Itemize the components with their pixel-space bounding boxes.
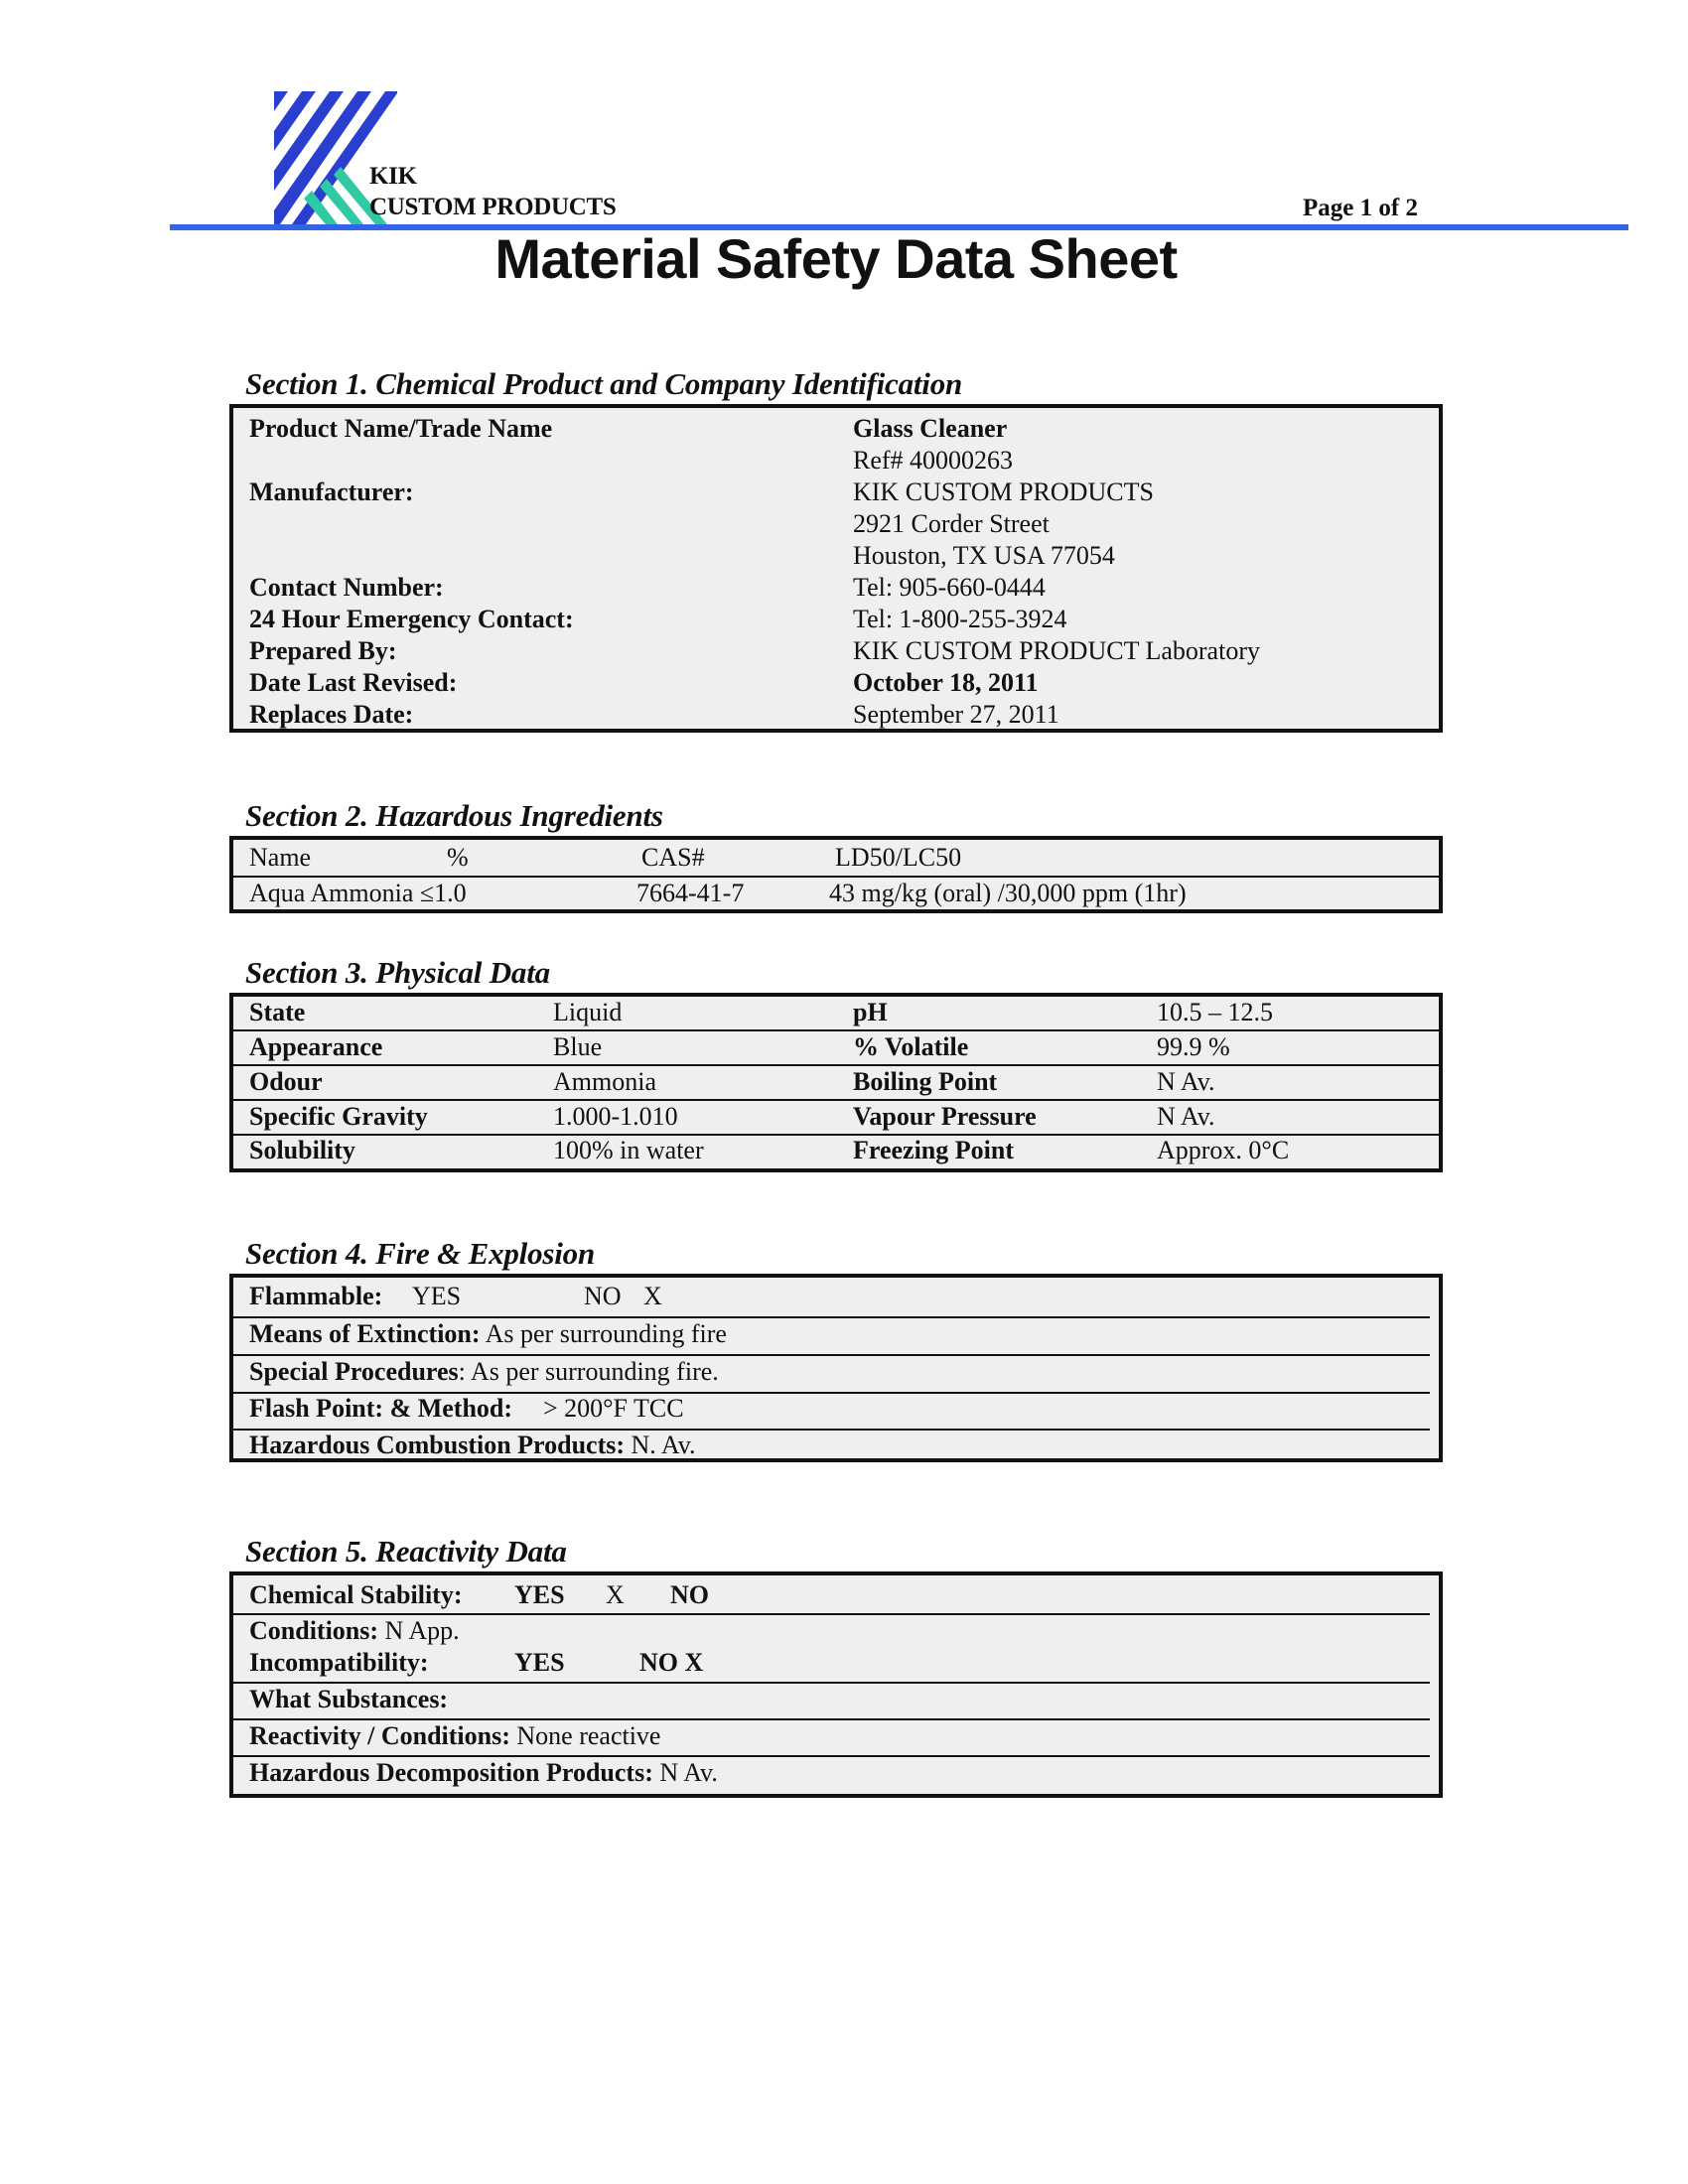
section-3-box [229,993,1443,1172]
incompatibility-no: NO X [639,1648,704,1677]
flash-value: > 200°F TCC [543,1394,684,1423]
physical-label-gravity: Specific Gravity [249,1102,428,1131]
prepared-by: KIK CUSTOM PRODUCT Laboratory [853,636,1260,665]
physical-label-solubility: Solubility [249,1136,355,1164]
ingredient-cas: 7664-41-7 [636,879,745,907]
combustion-label: Hazardous Combustion Products: [249,1431,626,1459]
physical-label-freezing: Freezing Point [853,1136,1014,1164]
section-2-box [229,836,1443,913]
physical-label-appearance: Appearance [249,1032,383,1061]
physical-value-solubility: 100% in water [553,1136,704,1164]
reactivity-row [249,1720,660,1752]
document-title [0,226,1688,291]
stability-mark: X [606,1580,625,1609]
physical-label-volatile: % Volatile [853,1032,969,1061]
conditions-value: N App. [384,1616,460,1645]
special-label: Special Procedures [249,1357,459,1386]
physical-value-state: Liquid [553,998,623,1026]
flammable-no-mark: X [643,1282,662,1310]
physical-label-odour: Odour [249,1067,323,1096]
extinction-row [249,1318,727,1350]
decomposition-label: Hazardous Decomposition Products: [249,1758,653,1787]
flammable-label: Flammable: [249,1282,383,1310]
physical-value-vapour: N Av. [1157,1102,1215,1131]
physical-value-appearance: Blue [553,1032,603,1061]
replaces-date: September 27, 2011 [853,700,1059,729]
incompatibility-label: Incompatibility: [249,1648,429,1677]
combustion-row [249,1430,696,1461]
special-row [249,1356,719,1388]
label-replaces-date: Replaces Date: [249,700,414,729]
extinction-label: Means of Extinction: [249,1319,481,1348]
decomposition-row [249,1757,718,1789]
decomposition-value: N Av. [659,1758,718,1787]
ingredient-ld50: 43 mg/kg (oral) /30,000 ppm (1hr) [829,879,1187,907]
manufacturer-street: 2921 Corder Street [853,509,1050,538]
physical-value-volatile: 99.9 % [1157,1032,1230,1061]
incompatibility-yes: YES [514,1648,565,1677]
substances-label: What Substances: [249,1685,449,1713]
conditions-row [249,1615,460,1647]
manufacturer-name: KIK CUSTOM PRODUCTS [853,478,1154,506]
date-revised: October 18, 2011 [853,668,1039,697]
physical-value-boiling: N Av. [1157,1067,1215,1096]
physical-divider [233,1029,1439,1031]
flammable-no: NO [584,1282,622,1310]
special-value: : As per surrounding fire. [458,1357,719,1386]
physical-value-gravity: 1.000-1.010 [553,1102,678,1131]
manufacturer-city: Houston, TX USA 77054 [853,541,1115,570]
flammable-yes: YES [412,1282,462,1310]
section-1-title: Section 1. Chemical Product and Company Identification [245,366,963,401]
company-line-2: CUSTOM PRODUCTS [369,194,617,220]
section-2-title: Section 2. Hazardous Ingredients [245,798,663,833]
label-contact-number: Contact Number: [249,573,444,602]
conditions-label: Conditions: [249,1616,379,1645]
ingredients-header-ld50: LD50/LC50 [835,843,962,872]
physical-label-boiling: Boiling Point [853,1067,998,1096]
extinction-value: As per surrounding fire [485,1319,727,1348]
combustion-value: N. Av. [631,1431,696,1459]
ingredient-name: Aqua Ammonia ≤1.0 [249,879,467,907]
reactivity-value: None reactive [516,1721,661,1750]
reactivity-label: Reactivity / Conditions: [249,1721,510,1750]
section-5-box [229,1571,1443,1798]
stability-yes: YES [514,1580,565,1609]
label-manufacturer: Manufacturer: [249,478,414,506]
ingredients-header-cas: CAS# [641,843,705,872]
flash-row [249,1393,512,1425]
ingredients-header-name: Name [249,843,312,872]
section-1-box [229,404,1443,733]
physical-value-freezing: Approx. 0°C [1157,1136,1290,1164]
document-title-text: Material Safety Data Sheet [494,227,1178,290]
section-4-box [229,1274,1443,1462]
ingredients-header-percent: % [447,843,469,872]
label-date-revised: Date Last Revised: [249,668,458,697]
section-3-title: Section 3. Physical Data [245,955,550,990]
label-product-name: Product Name/Trade Name [249,414,553,443]
physical-divider [233,1064,1439,1066]
label-emergency-contact: 24 Hour Emergency Contact: [249,605,574,633]
stability-no: NO [670,1580,709,1609]
section-5-title: Section 5. Reactivity Data [245,1534,567,1569]
label-prepared-by: Prepared By: [249,636,397,665]
company-line-1: KIK [369,163,417,190]
stability-label: Chemical Stability: [249,1580,463,1609]
product-name: Glass Cleaner [853,414,1008,443]
section-4-title: Section 4. Fire & Explosion [245,1236,596,1271]
physical-value-ph: 10.5 – 12.5 [1157,998,1273,1026]
physical-label-vapour: Vapour Pressure [853,1102,1037,1131]
emergency-number: Tel: 1-800-255-3924 [853,605,1067,633]
physical-label-state: State [249,998,306,1026]
flash-label: Flash Point: & Method: [249,1394,513,1423]
company-name [369,161,617,222]
product-ref: Ref# 40000263 [853,446,1014,475]
contact-number: Tel: 905-660-0444 [853,573,1046,602]
physical-value-odour: Ammonia [553,1067,656,1096]
flammable-row [249,1281,382,1312]
physical-label-ph: pH [853,998,888,1026]
page-number: Page 1 of 2 [1303,195,1418,221]
